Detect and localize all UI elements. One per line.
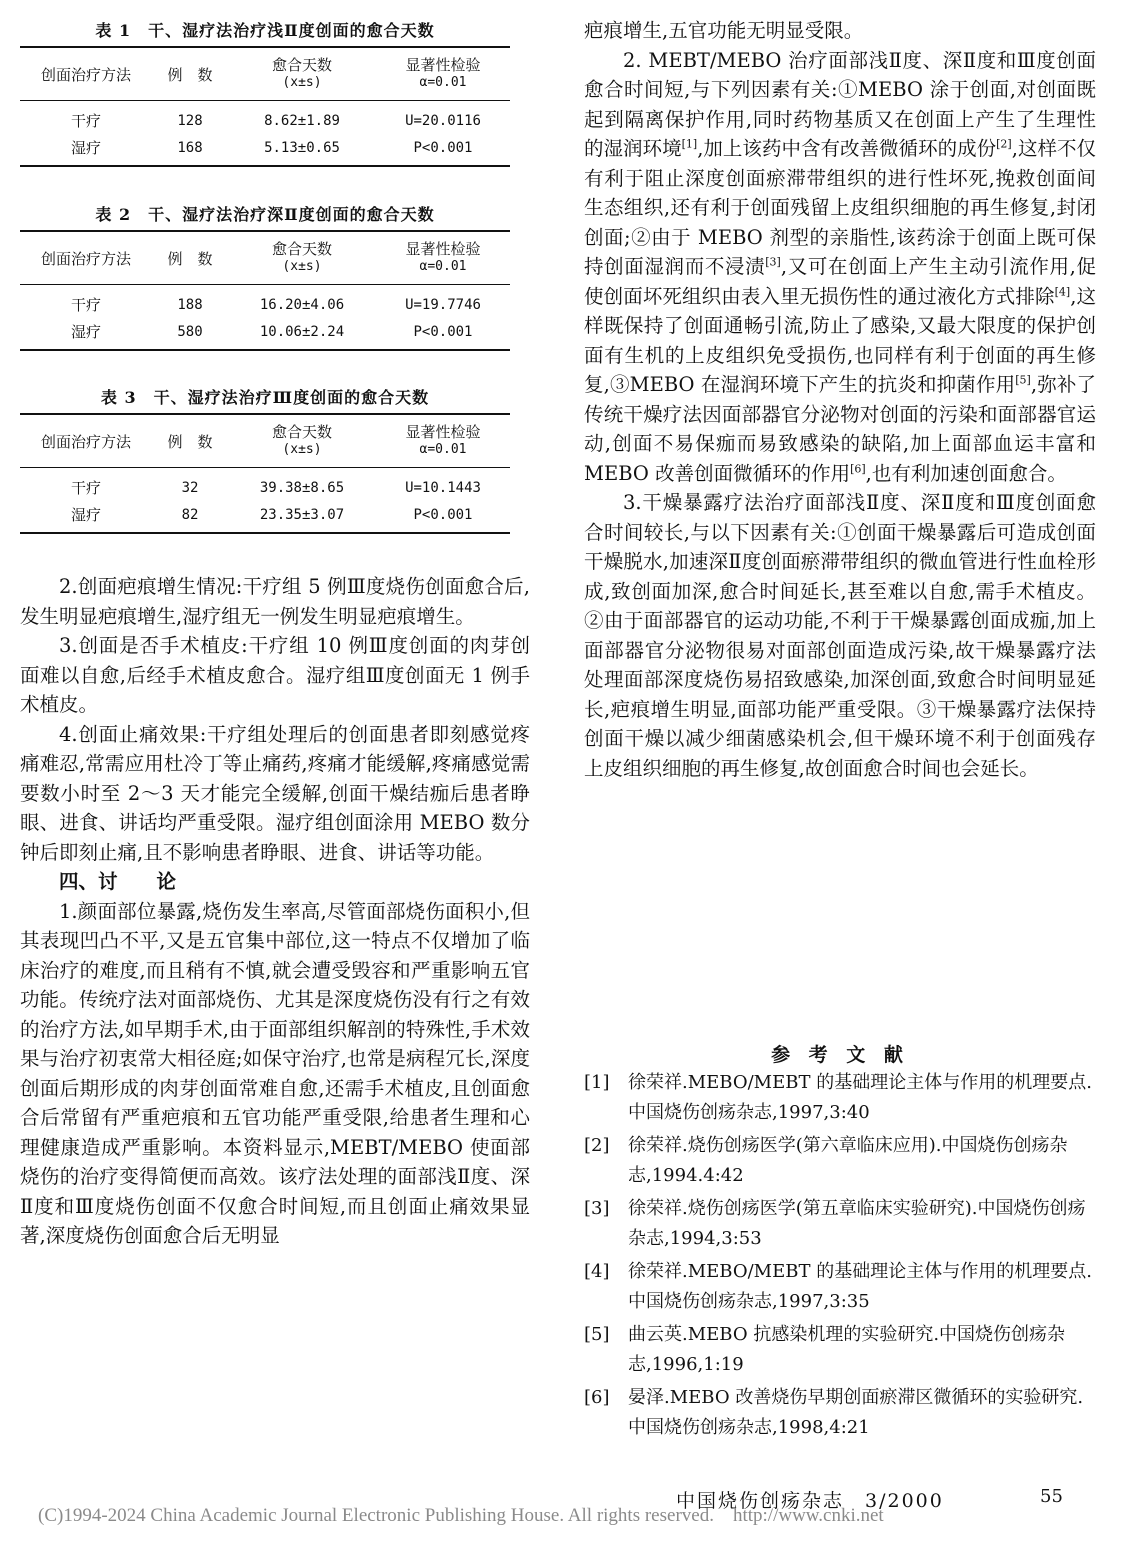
header-test-sub: α=0.01 — [419, 75, 467, 90]
table-row — [20, 501, 510, 528]
cell: 湿疗 — [70, 506, 101, 524]
reference-item — [584, 1194, 1096, 1253]
header-days-label: 愈合天数 — [271, 423, 332, 441]
header-days-sub: (x±s) — [282, 442, 322, 457]
cell: 32 — [181, 479, 199, 496]
cell: U=10.1443 — [405, 479, 481, 496]
header-test-sub: α=0.01 — [419, 442, 467, 457]
table-3 — [20, 385, 510, 534]
table-row — [20, 291, 510, 318]
header-test — [376, 57, 510, 91]
cell: 干疗 — [70, 296, 101, 314]
cell: P<0.001 — [413, 323, 473, 340]
cell: 8.62±1.89 — [264, 112, 340, 129]
cell: P<0.001 — [413, 506, 473, 523]
cell: 128 — [177, 112, 203, 129]
page-number: 55 — [1040, 1486, 1063, 1507]
text-run: ,加上该药中含有改善微循环的成份 — [697, 137, 997, 160]
header-method: 创面治疗方法 — [40, 432, 131, 451]
citation: [6] — [850, 462, 866, 475]
header-test-label: 显著性检验 — [405, 240, 481, 258]
header-count: 例 数 — [167, 65, 213, 84]
header-days-sub: (x±s) — [282, 259, 322, 274]
header-count: 例 数 — [167, 432, 213, 451]
reference-text: 曲云英.MEBO 抗感染机理的实验研究.中国烧伤创疡杂志,1996,1:19 — [628, 1324, 1066, 1375]
paragraph: 2.创面疤痕增生情况:干疗组 5 例Ⅲ度烧伤创面愈合后,发生明显疤痕增生,湿疗组无一例发生明显疤痕增生。 — [20, 575, 530, 628]
reference-text: 徐荣祥.烧伤创疡医学(第五章临床实验研究).中国烧伤创疡杂志,1994,3:53 — [628, 1198, 1086, 1249]
text-run: ,这样既保持了创面通畅引流,防止了感染,又最大限度的保护创面有生机的上皮组织免受损伤,也同样有利于创面的再生修复,③MEBO 在湿润环境下产生的抗炎和抑菌作用 — [584, 284, 1096, 396]
table-1 — [20, 18, 510, 167]
header-test-label: 显著性检验 — [405, 423, 481, 441]
text-run: ,也有利加速创面愈合。 — [865, 461, 1067, 485]
table-caption: 表 2 干、湿疗法治疗深Ⅱ度创面的愈合天数 — [95, 205, 435, 224]
reference-text: 晏泽.MEBO 改善烧伤早期创面瘀滞区微循环的实验研究.中国烧伤创疡杂志,1998,4:21 — [628, 1387, 1084, 1438]
table-row — [20, 474, 510, 501]
reference-number: [5] — [584, 1324, 610, 1345]
cell: 5.13±0.65 — [264, 139, 340, 156]
table-header-row — [20, 48, 510, 100]
paragraph: 3.干燥暴露疗法治疗面部浅Ⅱ度、深Ⅱ度和Ⅲ度创面愈合时间较长,与以下因素有关:①创面干燥暴露后可造成创面干燥脱水,加速深Ⅱ度创面瘀滞带组织的微血管进行性血栓形成,致创面加深,愈合时间延长,甚至难以自愈,需手术植皮。②由于面部器官的运动功能,不利于干燥暴露创面成痂,加上面部器官分泌物很易对面部创面造成污染,故干燥暴露疗法处理面部深度烧伤易招致感染,加深创面,致愈合时间明显延长,疤痕增生明显,面部功能严重受限。③干燥暴露疗法保持创面干燥以减少细菌感染机会,但干燥环境不利于创面残存上皮组织细胞的再生修复,故创面愈合时间也会延长。 — [584, 491, 1096, 780]
cell: 干疗 — [70, 479, 101, 497]
paragraph: 疤痕增生,五官功能无明显受限。 — [584, 19, 864, 42]
table-row — [20, 134, 510, 161]
table-caption: 表 3 干、湿疗法治疗Ⅲ度创面的愈合天数 — [100, 388, 430, 407]
text-run: ,弥补了传统干燥疗法因面部器官分泌物对创面的污染和面部器官运动,创面不易保痂而易致感染的缺陷,加上面部血运丰富和 MEBO 改善创面微循环的作用 — [584, 373, 1097, 485]
table-row — [20, 107, 510, 134]
header-days-label: 愈合天数 — [271, 56, 332, 74]
citation: [4] — [1054, 285, 1071, 298]
text-run: ,这样不仅有利于阻止深度创面瘀滞带组织的进行性坏死,挽救创面间生态组织,还有利于创面残留上皮组织细胞的再生修复,封闭创面;②由于 MEBO 剂型的亲脂性,该药涂于创面上既可保持创面湿润而不浸渍 — [584, 137, 1096, 278]
header-count: 例 数 — [167, 249, 213, 268]
text-run: 2. MEBT/MEBO 治疗面部浅Ⅱ度、深Ⅱ度和Ⅲ度创面愈合时间短,与下列因素有关:①MEBO 涂于创面,对创面既起到隔离保护作用,同时药物基质又在创面上产生了生理性的湿润环境 — [584, 48, 1096, 160]
cell: 10.06±2.24 — [259, 323, 345, 340]
citation: [1] — [681, 137, 698, 151]
header-method: 创面治疗方法 — [40, 65, 131, 84]
copyright-watermark: (C)1994-2024 China Academic Journal Electronic Publishing House. All rights reserved. http://www.cnki.net — [38, 1505, 884, 1526]
header-days — [228, 57, 376, 91]
reference-item — [584, 1068, 1096, 1127]
reference-item — [584, 1257, 1096, 1316]
cell: 82 — [181, 506, 199, 523]
header-test-sub: α=0.01 — [419, 259, 467, 274]
citation: [2] — [996, 137, 1012, 151]
table-caption: 表 1 干、湿疗法治疗浅Ⅱ度创面的愈合天数 — [95, 21, 435, 40]
reference-item — [584, 1383, 1096, 1442]
reference-list — [584, 1068, 1096, 1446]
table-header-row — [20, 415, 510, 467]
text-run: ,又可在创面上产生主动引流作用,促使创面坏死组织由表入里无损伤性的通过液化方式排除 — [584, 255, 1096, 308]
citation: [3] — [765, 255, 781, 269]
paragraph: 1.颜面部位暴露,烧伤发生率高,尽管面部烧伤面积小,但其表现凹凸不平,又是五官集中部位,这一特点不仅增加了临床治疗的难度,而且稍有不慎,就会遭受毁容和严重影响五官功能。传统疗法对面部烧伤、尤其是深度烧伤没有行之有效的治疗方法,如早期手术,由于面部组织解剖的特殊性,手术效果与治疗初衷常大相径庭;如保守治疗,也常是病程冗长,深度创面后期形成的肉芽创面常难自愈,还需手术植皮,且创面愈合后常留有严重疤痕和五官功能严重受限,给患者生理和心理健康造成严重影响。本资料显示,MEBT/MEBO 使面部烧伤的治疗变得简便而高效。该疗法处理的面部浅Ⅱ度、深Ⅱ度和Ⅲ度烧伤创面不仅愈合时间短,而且创面止痛效果显著,深度烧伤创面愈合后无明显 — [20, 899, 530, 1247]
cell: U=19.7746 — [405, 296, 481, 313]
reference-number: [2] — [584, 1135, 610, 1156]
paragraph — [584, 46, 1096, 489]
header-days-label: 愈合天数 — [271, 240, 332, 258]
reference-number: [4] — [584, 1261, 610, 1282]
cell: 湿疗 — [70, 323, 101, 341]
header-test-label: 显著性检验 — [405, 56, 481, 74]
paragraph: 3.创面是否手术植皮:干疗组 10 例Ⅲ度创面的肉芽创面难以自愈,后经手术植皮愈合。湿疗组Ⅲ度创面无 1 例手术植皮。 — [20, 634, 530, 716]
journal-footer: 中国烧伤创疡杂志 3/2000 — [676, 1490, 944, 1512]
cell: 16.20±4.06 — [259, 296, 345, 313]
cell: 干疗 — [70, 112, 101, 130]
cell: 188 — [177, 296, 203, 313]
citation: [5] — [1015, 373, 1031, 387]
cell: 580 — [177, 323, 203, 340]
reference-item — [584, 1131, 1096, 1190]
section-heading: 四、讨 论 — [59, 870, 177, 893]
reference-number: [1] — [584, 1072, 610, 1093]
references-heading: 参 考 文 献 — [771, 1044, 909, 1066]
cell: P<0.001 — [413, 139, 473, 156]
header-method: 创面治疗方法 — [40, 249, 131, 268]
header-days-sub: (x±s) — [282, 75, 322, 90]
reference-item — [584, 1320, 1096, 1379]
table-row — [20, 318, 510, 345]
header-days — [228, 241, 376, 275]
cell: U=20.0116 — [405, 112, 481, 129]
reference-number: [6] — [584, 1387, 610, 1408]
right-column-text — [584, 16, 1096, 783]
reference-text: 徐荣祥.烧伤创疡医学(第六章临床应用).中国烧伤创疡杂志,1994.4:42 — [628, 1135, 1068, 1186]
reference-text: 徐荣祥.MEBO/MEBT 的基础理论主体与作用的机理要点.中国烧伤创疡杂志,1997,3:40 — [628, 1072, 1092, 1123]
paragraph: 4.创面止痛效果:干疗组处理后的创面患者即刻感觉疼痛难忍,常需应用杜冷丁等止痛药,疼痛才能缓解,疼痛感觉需要数小时至 2～3 天才能完全缓解,创面干燥结痂后患者睁眼、进食、讲话均严重受限。湿疗组创面涂用 MEBO 数分钟后即刻止痛,且不影响患者睁眼、进食、讲话等功能。 — [20, 722, 530, 864]
cell: 23.35±3.07 — [259, 506, 345, 523]
reference-text: 徐荣祥.MEBO/MEBT 的基础理论主体与作用的机理要点.中国烧伤创疡杂志,1997,3:35 — [628, 1261, 1092, 1312]
cell: 168 — [177, 139, 203, 156]
header-test — [376, 241, 510, 275]
table-header-row — [20, 232, 510, 284]
header-test — [376, 424, 510, 458]
cell: 湿疗 — [70, 139, 101, 157]
table-2 — [20, 202, 510, 351]
left-column-text — [20, 572, 530, 1251]
cell: 39.38±8.65 — [259, 479, 345, 496]
reference-number: [3] — [584, 1198, 610, 1219]
header-days — [228, 424, 376, 458]
